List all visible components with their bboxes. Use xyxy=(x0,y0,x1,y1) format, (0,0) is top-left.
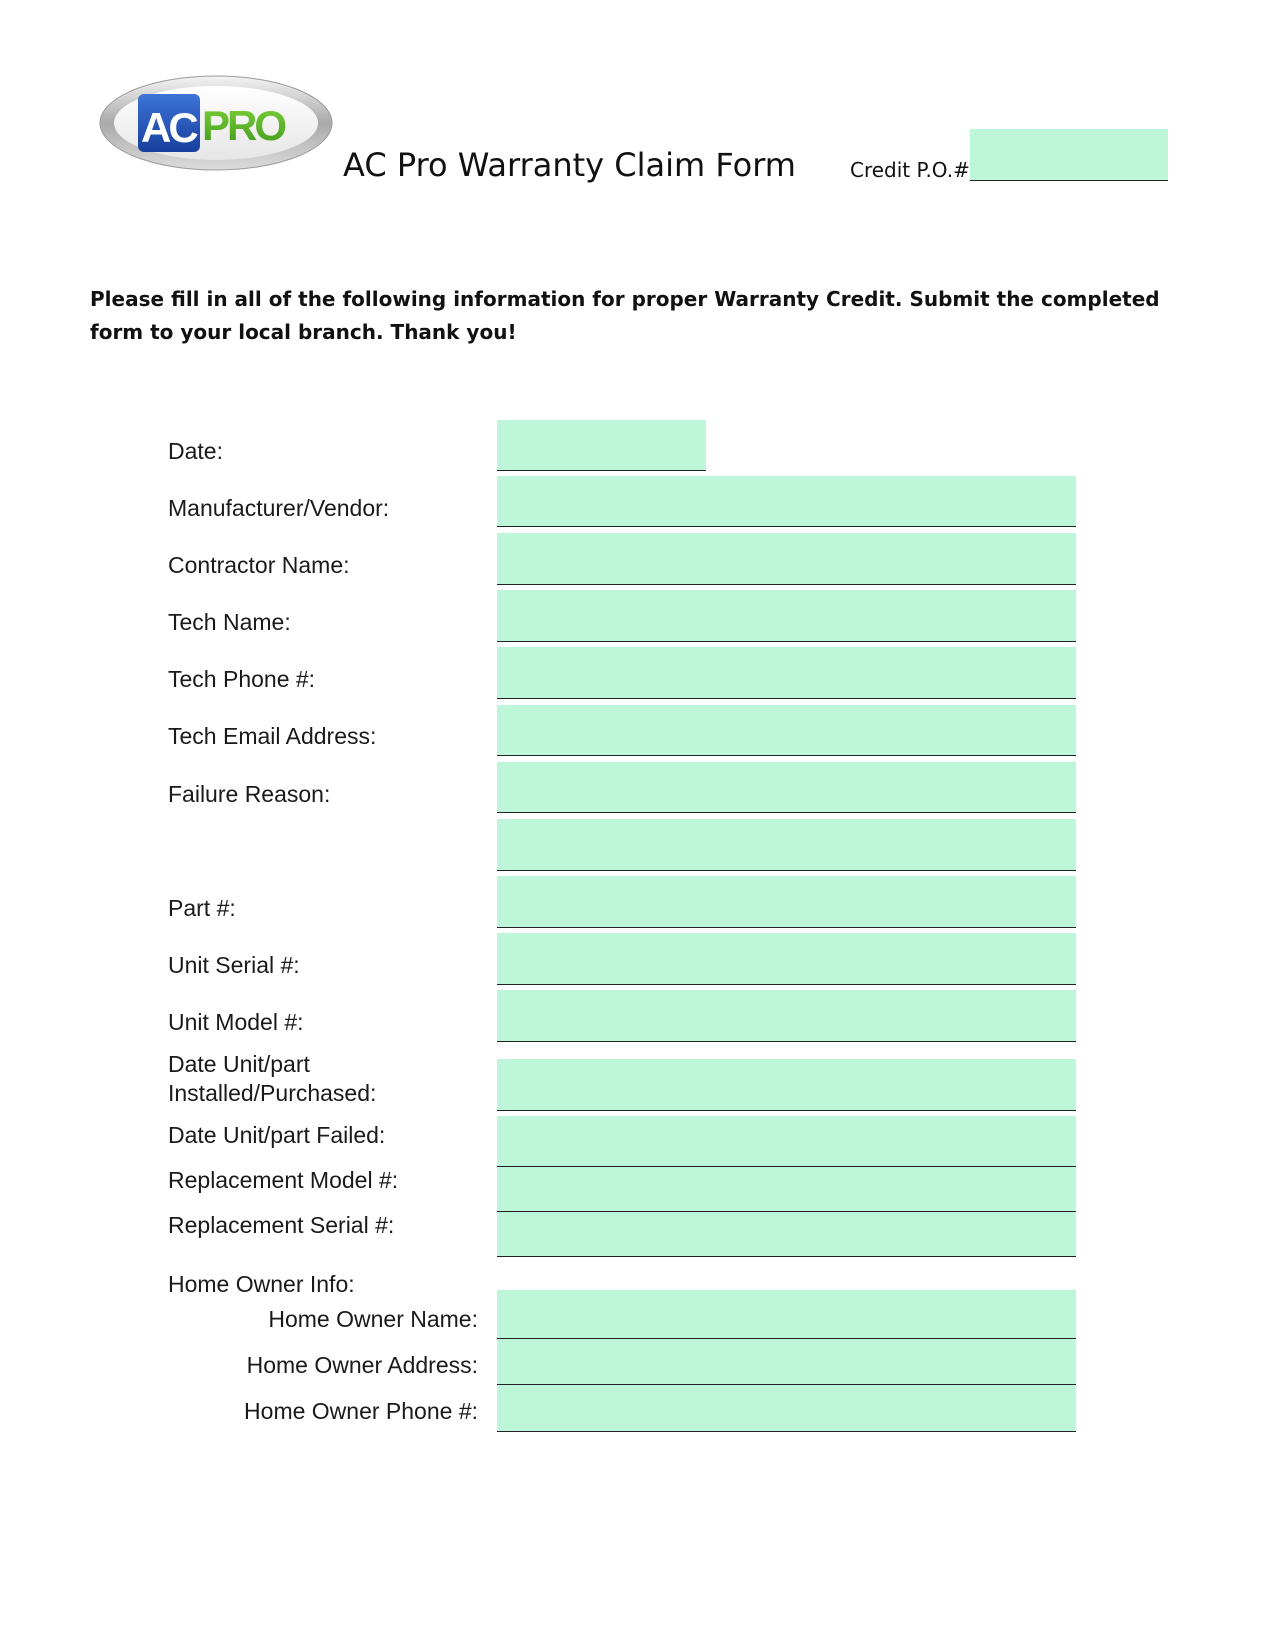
date-installed-label-line-1: Date Unit/part xyxy=(168,1051,310,1077)
home-owner-name-label: Home Owner Name: xyxy=(268,1306,478,1332)
home-owner-address-input[interactable] xyxy=(497,1339,1076,1385)
home-owner-phone-input[interactable] xyxy=(497,1385,1076,1432)
home-owner-address-label: Home Owner Address: xyxy=(246,1352,478,1378)
unit-serial-input[interactable] xyxy=(497,933,1076,985)
date-installed-label-line-2: Installed/Purchased: xyxy=(168,1080,377,1106)
home-owner-phone-label: Home Owner Phone #: xyxy=(244,1398,478,1424)
replacement-model-label: Replacement Model #: xyxy=(168,1167,399,1193)
credit-po-input[interactable] xyxy=(970,129,1168,181)
unit-model-input[interactable] xyxy=(497,990,1076,1042)
failure-reason-label: Failure Reason: xyxy=(168,781,331,807)
ac-pro-logo xyxy=(98,74,334,172)
home-owner-name-input[interactable] xyxy=(497,1290,1076,1339)
logo-ac-text: AC xyxy=(141,104,196,151)
form-title: AC Pro Warranty Claim Form xyxy=(343,146,796,184)
manufacturer-input[interactable] xyxy=(497,476,1076,527)
tech-email-input[interactable] xyxy=(497,705,1076,756)
date-failed-input[interactable] xyxy=(497,1116,1076,1167)
part-number-label: Part #: xyxy=(168,895,236,921)
date-installed-input[interactable] xyxy=(497,1059,1076,1111)
contractor-name-input[interactable] xyxy=(497,533,1076,585)
credit-po-label: Credit P.O.# xyxy=(850,158,970,182)
tech-phone-label: Tech Phone #: xyxy=(168,666,316,692)
tech-name-label: Tech Name: xyxy=(168,609,291,635)
unit-model-label: Unit Model #: xyxy=(168,1009,304,1035)
instructions-text: Please fill in all of the following information for proper Warranty Credit. Submit the completed form to your local branch. Thank you! xyxy=(90,287,1160,344)
part-number-input[interactable] xyxy=(497,876,1076,928)
manufacturer-label: Manufacturer/Vendor: xyxy=(168,495,390,521)
date-failed-label: Date Unit/part Failed: xyxy=(168,1122,386,1148)
replacement-serial-label: Replacement Serial #: xyxy=(168,1212,395,1238)
tech-email-label: Tech Email Address: xyxy=(168,723,377,749)
replacement-model-input[interactable] xyxy=(497,1167,1076,1212)
date-input[interactable] xyxy=(497,420,706,471)
contractor-name-label: Contractor Name: xyxy=(168,552,350,578)
unit-serial-label: Unit Serial #: xyxy=(168,952,300,978)
failure-reason-input-line-2[interactable] xyxy=(497,819,1076,871)
tech-phone-input[interactable] xyxy=(497,647,1076,699)
logo-pro-text: PRO xyxy=(202,102,285,149)
failure-reason-input[interactable] xyxy=(497,762,1076,813)
date-label: Date: xyxy=(168,438,223,464)
replacement-serial-input[interactable] xyxy=(497,1212,1076,1257)
home-owner-section-label: Home Owner Info: xyxy=(168,1271,355,1297)
tech-name-input[interactable] xyxy=(497,590,1076,642)
